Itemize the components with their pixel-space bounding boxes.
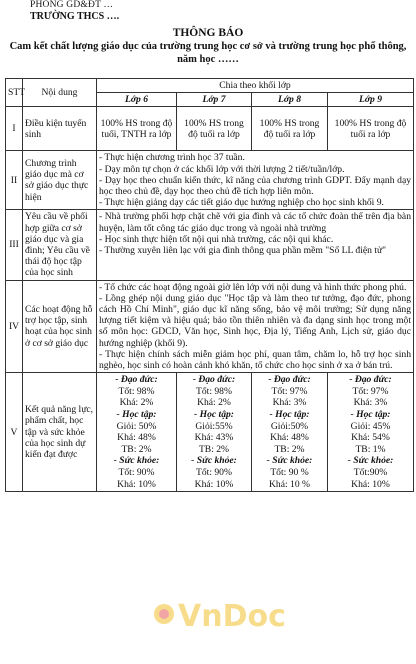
content-line: - Thực hiện chương trình học 37 tuần. [99,152,245,164]
grade-7-results [177,373,252,492]
result-value: Khá: 2% [197,397,231,409]
content-line: - Tổ chức các hoạt động ngoài giờ lên lớp với nội dung và hình thức phong phú. [99,281,407,293]
table-row [6,151,414,210]
content-line: - Nhà trường phối hợp chặt chẽ với gia đình và các tổ chức đoàn thể trên địa bàn huyện, làm tốt công tác giáo dục trong và ngoài nhà trường [99,211,411,234]
result-value: Tốt: 90% [118,467,155,479]
result-value: Khá: 10% [117,478,156,490]
content-line: - Lồng ghép nội dung giáo dục "Học tập và làm theo tư tưởng, đạo đức, phong cách Hồ Chí Minh", giáo dục kĩ năng sống, bảo vệ môi trường; Sử dụng năng lượng tiết kiệm và hiệu quả; bảo tồn thiên nhiên và đa dạng sinh học trong một số môn học: GDCD, Văn học, Sinh học, Địa lý, Tiếng Anh, Lịch sử, giáo dục hướng nghiệp (khối 9). [99,292,411,349]
content-line: - Học sinh thực hiện tốt nội qui nhà trường, các nội qui khác. [99,233,334,245]
conduct-heading: - Đạo đức: [192,374,236,386]
table-header-row [6,79,414,93]
grade-8-header: Lớp 8 [252,93,328,107]
study-heading: - Học tập: [269,409,310,421]
grade-8-results [252,373,328,492]
result-value: Giỏi:50% [270,420,309,432]
result-value: Tốt: 98% [118,385,155,397]
table-row [6,280,414,373]
result-value: Giỏi: 45% [350,420,391,432]
result-value: Tốt:90% [353,467,388,479]
content-line: - Thực hiện chính sách miễn giảm học phí, quan tâm, chăm lo, hỗ trợ học sinh nghèo, học sinh có hoàn cảnh khó khăn, tổ chức cho học sinh ở xa ở bán trú. [99,348,411,372]
result-value: Khá: 43% [194,432,234,444]
row-label: Các hoạt động hỗ trợ học tập, sinh hoạt của học sinh ở cơ sở giáo dục [23,280,97,373]
grade-6-results [97,373,177,492]
result-value: Khá: 3% [272,397,307,409]
table-row [6,210,414,280]
document-header [30,0,119,22]
grade-9-results [328,373,414,492]
notice-title: THÔNG BÁO [172,27,244,39]
health-heading: - Sức khỏe: [266,455,313,467]
row-number: I [6,107,23,151]
row-content [97,210,414,280]
result-value: TB: 2% [274,443,305,455]
content-line: - Dạy môn tự chọn ở các khối lớp với thời lượng 2 tiết/tuần/lớp. [99,163,345,175]
row-label: Điều kiện tuyển sinh [23,107,97,151]
conduct-heading: - Đạo đức: [268,374,311,386]
result-value: Giỏi: 50% [116,420,157,432]
health-heading: - Sức khỏe: [347,455,394,467]
grade-7-header: Lớp 7 [177,93,252,107]
result-value: Giỏi:55% [195,420,233,432]
result-value: TB: 2% [121,443,152,455]
conduct-heading: - Đạo đức: [349,374,392,386]
department-name: PHÒNG GD&ĐT … [30,0,114,10]
result-value: Khá: 48% [270,432,309,444]
row-content [97,151,414,210]
result-value: Tốt: 98% [196,385,232,397]
result-value: TB: 2% [198,443,230,455]
commitment-table [5,78,414,492]
study-heading: - Học tập: [350,409,391,421]
row-number: II [6,151,23,210]
row-label: Kết quả năng lực, phẩm chất, học tập và sức khỏe của học sinh dự kiến đạt được [23,373,97,492]
conduct-heading: - Đạo đức: [115,374,158,386]
result-value: Khá: 48% [117,432,156,444]
grade-7-cell: 100% HS trong độ tuổi ra lớp [177,107,252,151]
study-heading: - Học tập: [116,409,157,421]
result-value: TB: 1% [355,443,386,455]
table-row [6,107,414,151]
result-value: Khá: 54% [351,432,390,444]
grade-group-header: Chia theo khối lớp [97,79,414,93]
result-value: Tốt: 90 % [270,467,309,479]
svg-text:VnDoc: VnDoc [178,599,286,634]
grade-9-header: Lớp 9 [328,93,414,107]
health-heading: - Sức khỏe: [191,455,237,467]
row-number: V [6,373,23,492]
row-label: Yêu cầu về phối hợp giữa cơ sở giáo dục và gia đình; Yêu cầu về thái độ học tập của học sinh [23,210,97,280]
content-header: Nội dung [23,79,97,107]
grade-9-cell: 100% HS trong độ tuổi ra lớp [328,107,414,151]
study-heading: - Học tập: [194,409,234,421]
content-line: - Thực hiện giảng dạy các tiết giáo dục hướng nghiệp cho học sinh khối 9. [99,197,384,209]
result-value: Tốt: 90% [196,467,232,479]
notice-subtitle: Cam kết chất lượng giáo dục của trường trung học cơ sở và trường trung học phổ thông, năm học …… [9,41,407,65]
result-value: Tốt: 97% [271,385,308,397]
content-line: - Thường xuyên liên lạc với gia đình thông qua phần mềm "Sổ LL điện tử" [99,245,387,257]
row-label: Chương trình giáo dục mà cơ sở giáo dục thực hiện [23,151,97,210]
row-content [97,280,414,373]
result-value: Tốt: 97% [352,385,389,397]
grade-6-header: Lớp 6 [97,93,177,107]
grade-6-cell: 100% HS trong độ tuổi, TNTH ra lớp [97,107,177,151]
result-value: Khá: 10% [351,478,390,490]
row-number: III [6,210,23,280]
result-value: Khá: 10% [194,478,234,490]
row-number: IV [6,280,23,373]
content-line: - Dạy học theo chuẩn kiến thức, kĩ năng của chương trình GDPT. Đẩy mạnh dạy học theo chủ đề, dạy học theo chủ đề tích hợp liên môn. [99,174,411,198]
vndoc-watermark-logo [152,586,286,644]
health-heading: - Sức khỏe: [113,455,160,467]
grade-8-cell: 100% HS trong độ tuổi ra lớp [252,107,328,151]
result-value: Khá: 3% [353,397,388,409]
school-name: TRƯỜNG THCS …. [30,11,120,22]
table-row [6,373,414,492]
stt-header: STT [6,79,23,107]
result-value: Khá: 10 % [268,478,311,490]
result-value: Khá: 2% [119,397,154,409]
